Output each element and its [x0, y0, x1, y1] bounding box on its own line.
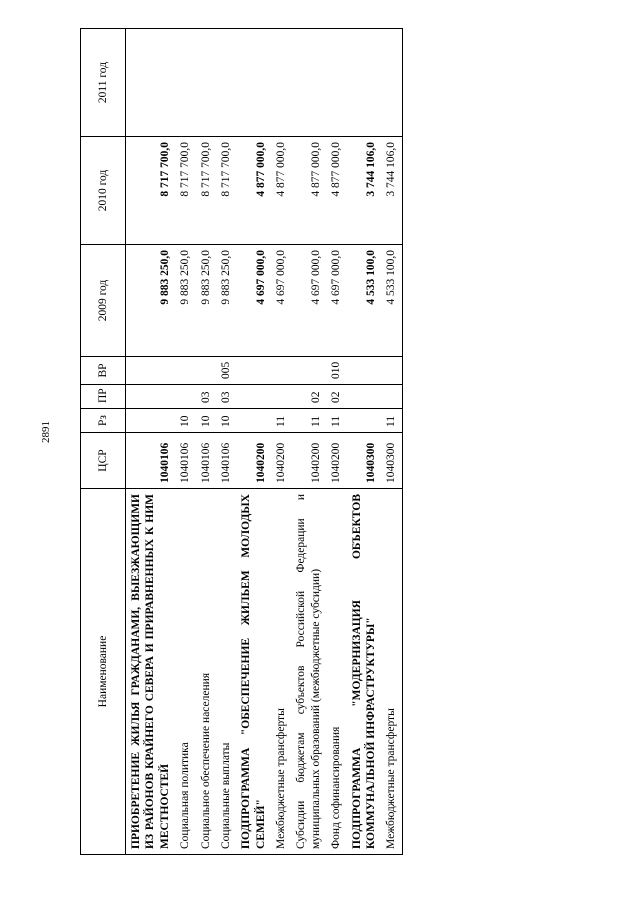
row-pr: [271, 385, 291, 409]
row-name: Фонд софинансирования: [326, 489, 346, 855]
row-2011: [196, 29, 216, 137]
table-row: [271, 29, 291, 855]
row-2010: 3 744 106,0: [381, 137, 402, 245]
row-name: Социальное обеспечение населения: [196, 489, 216, 855]
row-2011: [126, 29, 176, 137]
row-2009: 4 697 000,0: [326, 245, 346, 357]
row-vr: [126, 357, 176, 385]
row-2011: [175, 29, 195, 137]
row-rz: 10: [175, 409, 195, 433]
row-vr: [236, 357, 271, 385]
row-vr: 005: [216, 357, 236, 385]
row-vr: [271, 357, 291, 385]
row-2011: [291, 29, 326, 137]
row-csr: 1040106: [196, 433, 216, 489]
row-rz: 10: [216, 409, 236, 433]
row-name: ПОДПРОГРАММА "МОДЕРНИЗАЦИЯ ОБЪЕКТОВ КОММУНАЛЬНОЙ ИНФРАСТРУКТУРЫ": [347, 489, 382, 855]
row-name: Социальная политика: [175, 489, 195, 855]
row-2009: 4 697 000,0: [236, 245, 271, 357]
row-csr: 1040200: [326, 433, 346, 489]
row-2011: [216, 29, 236, 137]
header-rz: Рз: [81, 409, 126, 433]
row-csr: 1040200: [236, 433, 271, 489]
row-csr: 1040106: [126, 433, 176, 489]
row-2010: 8 717 700,0: [175, 137, 195, 245]
table-row: [126, 29, 176, 855]
row-csr: 1040106: [216, 433, 236, 489]
row-vr: [291, 357, 326, 385]
row-2010: 4 877 000,0: [236, 137, 271, 245]
header-2010: 2010 год: [81, 137, 126, 245]
row-rz: 11: [326, 409, 346, 433]
table-row: [216, 29, 236, 855]
row-2011: [381, 29, 402, 137]
row-2011: [347, 29, 382, 137]
row-csr: 1040300: [381, 433, 402, 489]
row-2011: [236, 29, 271, 137]
header-row: [81, 29, 126, 855]
row-vr: [347, 357, 382, 385]
row-vr: 010: [326, 357, 346, 385]
row-2010: 4 877 000,0: [326, 137, 346, 245]
budget-table-container: [80, 29, 532, 855]
row-pr: [347, 385, 382, 409]
table-row: [347, 29, 382, 855]
row-pr: 02: [326, 385, 346, 409]
header-pr: ПР: [81, 385, 126, 409]
row-2009: 9 883 250,0: [216, 245, 236, 357]
row-vr: [196, 357, 216, 385]
row-csr: 1040300: [347, 433, 382, 489]
table-row: [291, 29, 326, 855]
row-2011: [271, 29, 291, 137]
row-2009: 9 883 250,0: [175, 245, 195, 357]
row-rz: [347, 409, 382, 433]
table-row: [236, 29, 271, 855]
row-rz: 11: [271, 409, 291, 433]
row-2010: 3 744 106,0: [347, 137, 382, 245]
row-vr: [175, 357, 195, 385]
row-name: ПРИОБРЕТЕНИЕ ЖИЛЬЯ ГРАЖДАНАМИ, ВЫЕЗЖАЮЩИМИ ИЗ РАЙОНОВ КРАЙНЕГО СЕВЕРА И ПРИРАВНЕННЫХ К НИМ МЕСТНОСТЕЙ: [126, 489, 176, 855]
row-2009: 9 883 250,0: [196, 245, 216, 357]
table-row: [381, 29, 402, 855]
row-rz: 11: [381, 409, 402, 433]
row-pr: 03: [196, 385, 216, 409]
row-2009: 4 533 100,0: [347, 245, 382, 357]
row-pr: [236, 385, 271, 409]
row-pr: [381, 385, 402, 409]
page-number: 2891: [40, 421, 52, 443]
row-rz: [236, 409, 271, 433]
row-2009: 4 697 000,0: [291, 245, 326, 357]
row-name: Социальные выплаты: [216, 489, 236, 855]
table-body: [126, 29, 403, 855]
header-csr: ЦСР: [81, 433, 126, 489]
row-name: ПОДПРОГРАММА "ОБЕСПЕЧЕНИЕ ЖИЛЬЕМ МОЛОДЫХ СЕМЕЙ": [236, 489, 271, 855]
row-2011: [326, 29, 346, 137]
row-name: Межбюджетные трансферты: [381, 489, 402, 855]
row-2009: 4 697 000,0: [271, 245, 291, 357]
row-2010: 8 717 700,0: [216, 137, 236, 245]
table-row: [196, 29, 216, 855]
row-csr: 1040200: [291, 433, 326, 489]
row-2010: 8 717 700,0: [126, 137, 176, 245]
row-2010: 8 717 700,0: [196, 137, 216, 245]
table-row: [175, 29, 195, 855]
row-pr: 02: [291, 385, 326, 409]
row-pr: [175, 385, 195, 409]
row-2009: 9 883 250,0: [126, 245, 176, 357]
table-row: [326, 29, 346, 855]
row-name: Субсидии бюджетам субъектов Российской Федерации и муниципальных образований (межбюджетные субсидии): [291, 489, 326, 855]
row-2010: 4 877 000,0: [271, 137, 291, 245]
row-name: Межбюджетные трансферты: [271, 489, 291, 855]
row-2010: 4 877 000,0: [291, 137, 326, 245]
row-rz: [126, 409, 176, 433]
row-pr: [126, 385, 176, 409]
budget-table: [80, 28, 403, 855]
header-2011: 2011 год: [81, 29, 126, 137]
row-rz: 10: [196, 409, 216, 433]
row-pr: 03: [216, 385, 236, 409]
header-vr: ВР: [81, 357, 126, 385]
row-vr: [381, 357, 402, 385]
row-2009: 4 533 100,0: [381, 245, 402, 357]
header-name: Наименование: [81, 489, 126, 855]
row-rz: 11: [291, 409, 326, 433]
header-2009: 2009 год: [81, 245, 126, 357]
table-header: [81, 29, 126, 855]
row-csr: 1040200: [271, 433, 291, 489]
row-csr: 1040106: [175, 433, 195, 489]
